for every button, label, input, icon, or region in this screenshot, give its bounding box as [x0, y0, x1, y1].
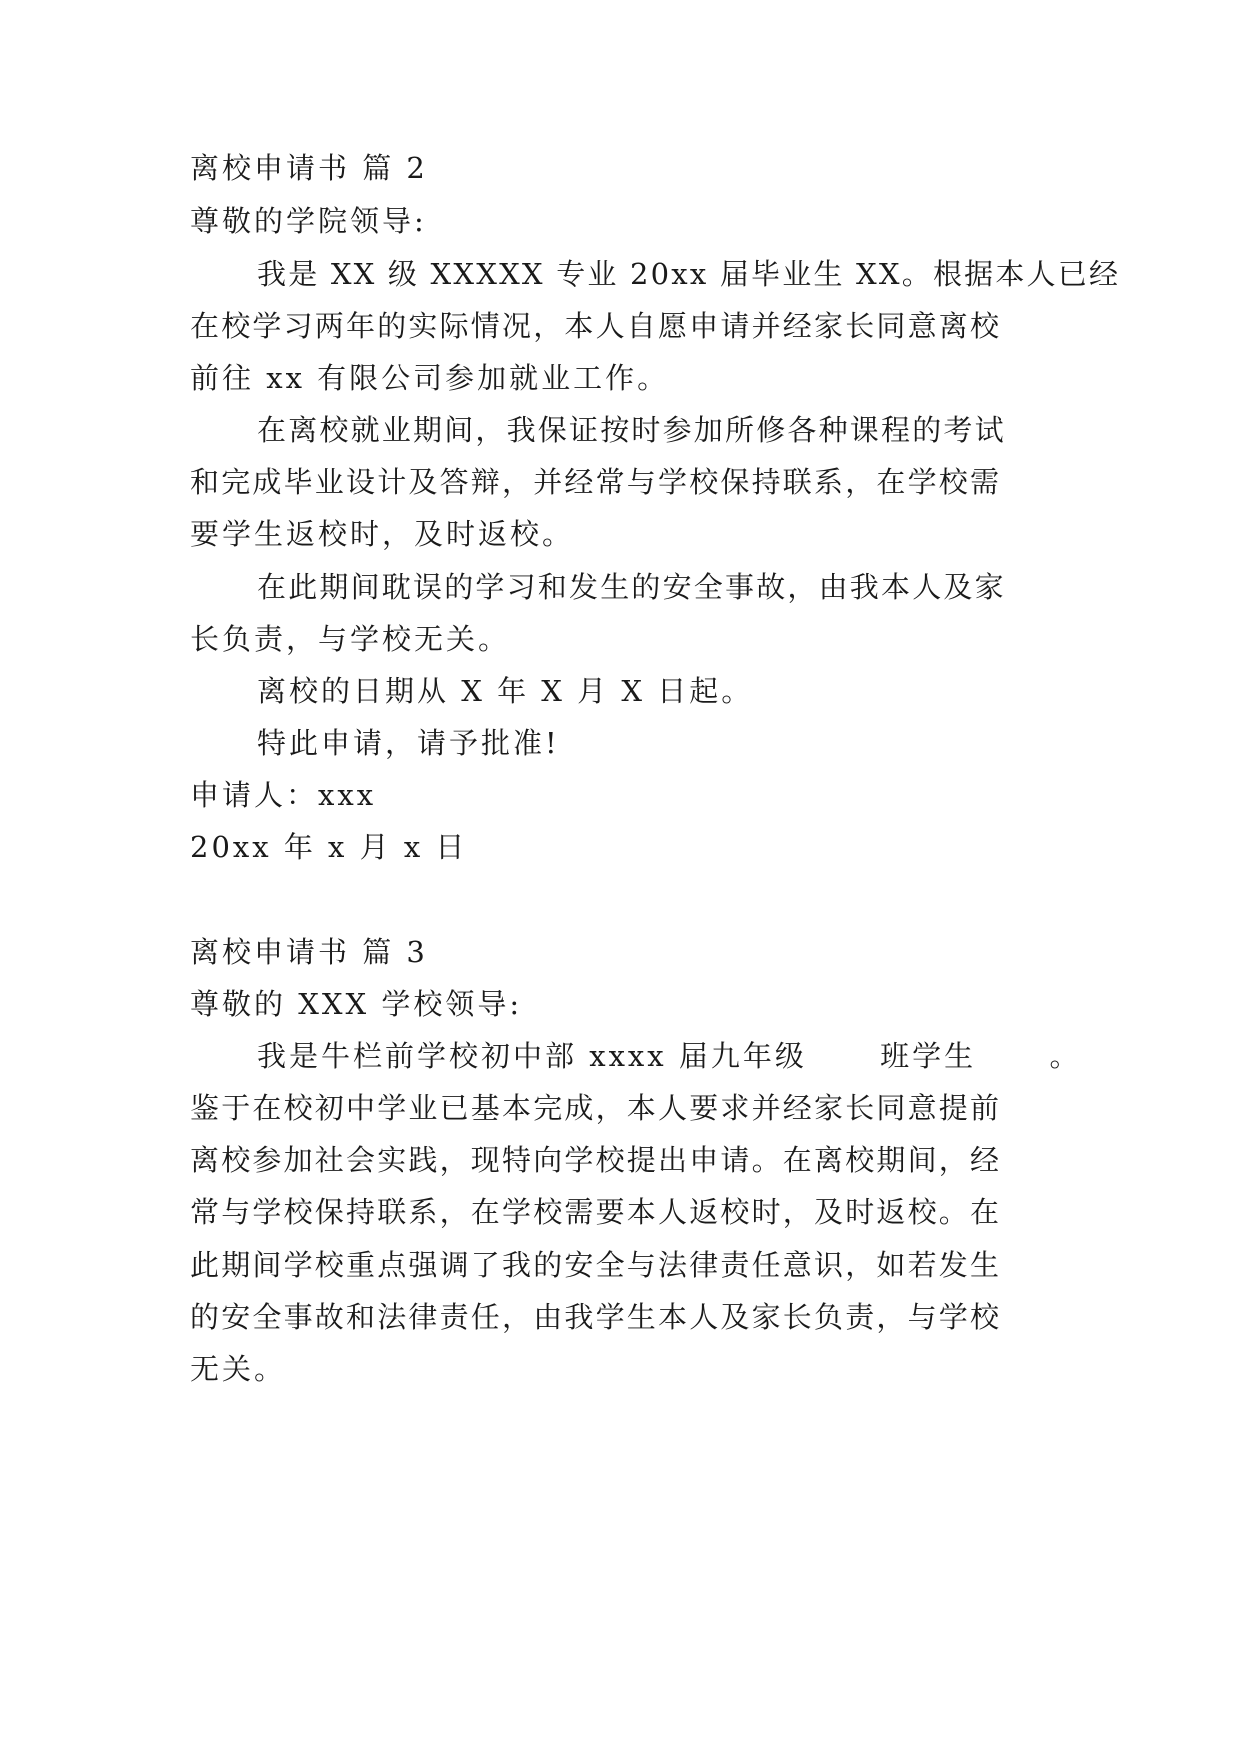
section2-title: 离校申请书 篇 2	[190, 151, 428, 185]
section3-p1-line1: 我是牛栏前学校初中部 xxxx 届九年级 班学生 。	[257, 1039, 1082, 1073]
section3-p1-line7: 无关。	[190, 1352, 287, 1386]
section2-p2-line1: 在离校就业期间，我保证按时参加所修各种课程的考试	[257, 413, 1006, 447]
section2-date: 20xx 年 x 月 x 日	[190, 830, 468, 864]
section2-salutation: 尊敬的学院领导:	[190, 204, 427, 238]
section3-p1-line4: 常与学校保持联系，在学校需要本人返校时，及时返校。在	[190, 1195, 1002, 1229]
section2-p1-line3: 前往 xx 有限公司参加就业工作。	[190, 361, 670, 395]
section2-applicant: 申请人：xxx	[190, 778, 377, 812]
section2-p4: 离校的日期从 X 年 X 月 X 日起。	[257, 674, 754, 708]
section2-p1-line1: 我是 XX 级 XXXXX 专业 20xx 届毕业生 XX。根据本人已经	[257, 257, 1121, 291]
section3-p1-line5: 此期间学校重点强调了我的安全与法律责任意识，如若发生	[190, 1248, 1002, 1282]
section2-p2-line2: 和完成毕业设计及答辩，并经常与学校保持联系，在学校需	[190, 465, 1002, 499]
section2-p1-line2: 在校学习两年的实际情况，本人自愿申请并经家长同意离校	[190, 309, 1002, 343]
section2-p5: 特此申请，请予批准!	[257, 726, 560, 760]
section2-p3-line2: 长负责，与学校无关。	[190, 622, 511, 656]
section3-title: 离校申请书 篇 3	[190, 935, 428, 969]
section3-p1-line2: 鉴于在校初中学业已基本完成，本人要求并经家长同意提前	[190, 1091, 1002, 1125]
section3-p1-line3: 离校参加社会实践，现特向学校提出申请。在离校期间，经	[190, 1143, 1002, 1177]
section3-salutation: 尊敬的 XXX 学校领导:	[190, 987, 523, 1021]
section2-p2-line3: 要学生返校时，及时返校。	[190, 517, 575, 551]
section2-p3-line1: 在此期间耽误的学习和发生的安全事故，由我本人及家	[257, 570, 1006, 604]
section3-p1-line6: 的安全事故和法律责任，由我学生本人及家长负责，与学校	[190, 1300, 1002, 1334]
